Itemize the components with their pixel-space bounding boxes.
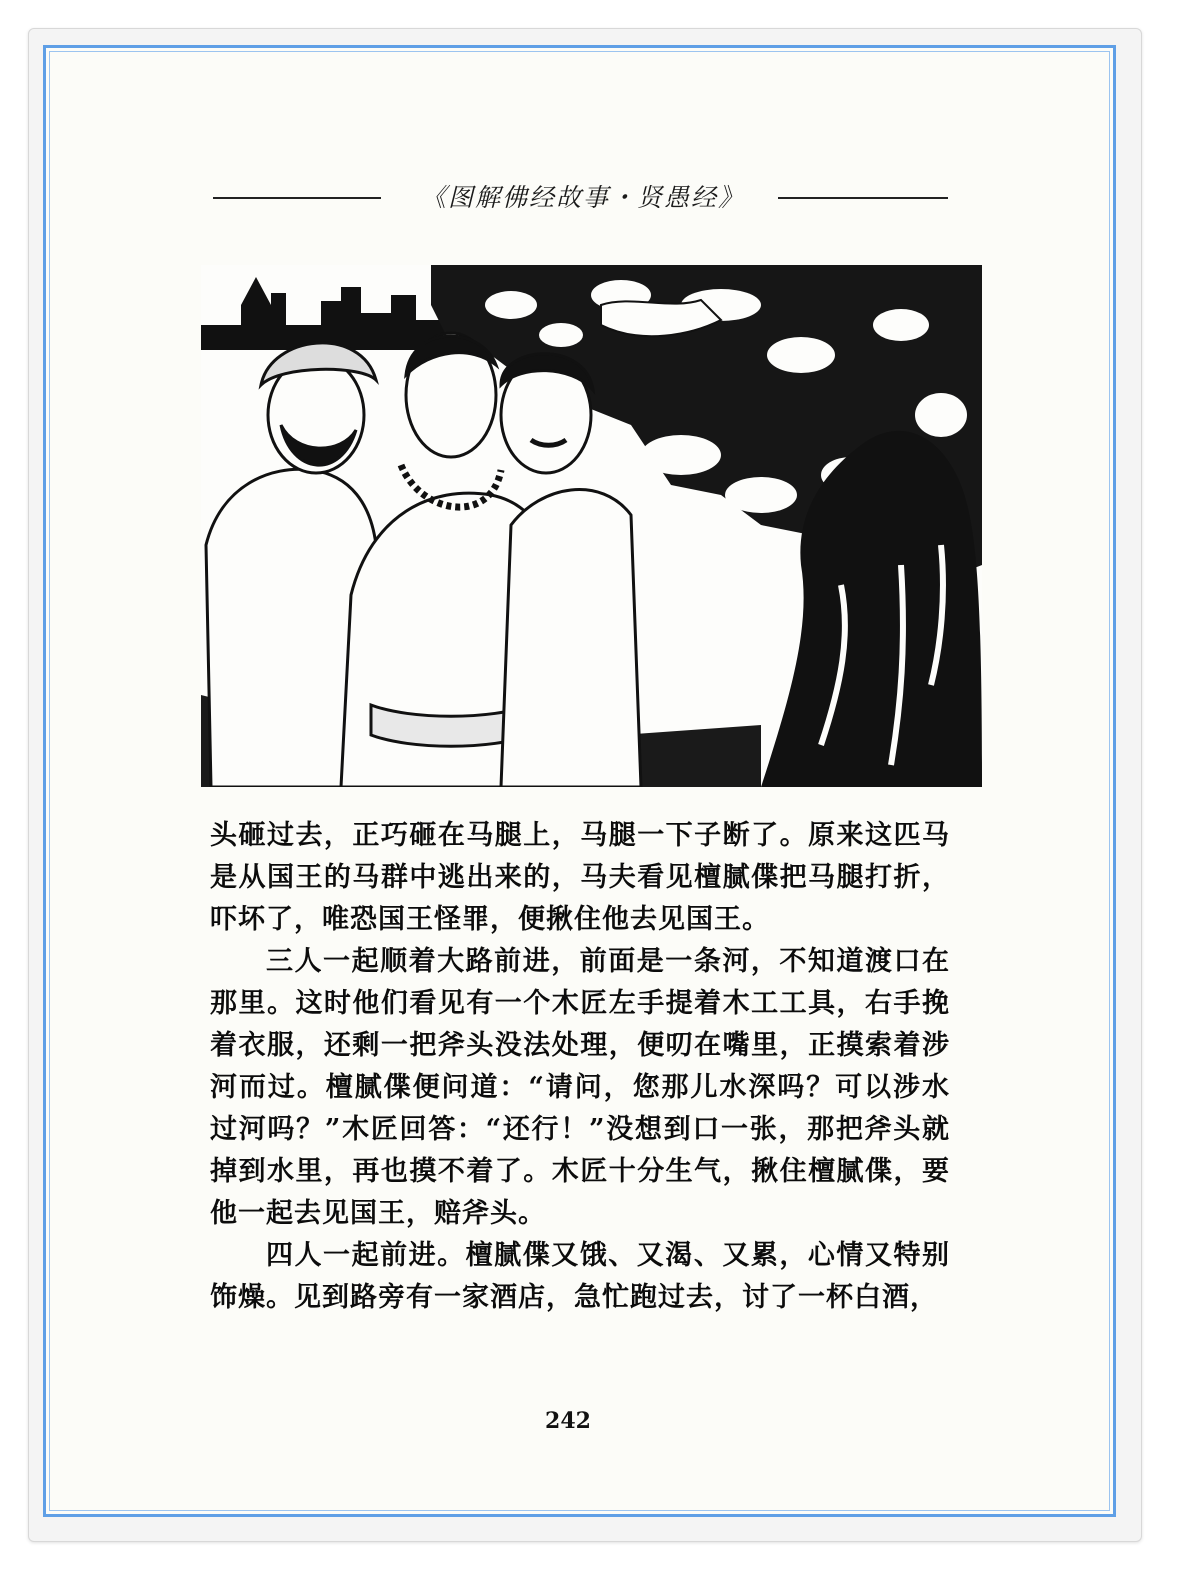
story-text bbox=[210, 815, 950, 1319]
story-illustration bbox=[201, 265, 982, 787]
running-header bbox=[213, 178, 948, 214]
paragraph-2: 三人一起顺着大路前进，前面是一条河，不知道渡口在那里。这时他们看见有一个木匠左手提着木工工具，右手挽着衣服，还剩一把斧头没法处理，便叨在嘴里，正摸索着涉河而过。檀腻偞便问道：“请问，您那儿水深吗？可以涉水过河吗？”木匠回答：“还行！”没想到口一张，那把斧头就掉到水里，再也摸不着了。木匠十分生气，揪住檀腻偞，要他一起去见国王，赔斧头。 bbox=[210, 946, 950, 1229]
skyline-silhouette bbox=[201, 277, 451, 350]
paragraph-1: 头砸过去，正巧砸在马腿上，马腿一下子断了。原来这匹马是从国王的马群中逃出来的，马夫看见檀腻偞把马腿打折，吓坏了，唯恐国王怪罪，便揪住他去见国王。 bbox=[210, 820, 950, 935]
header-rule-right bbox=[778, 197, 948, 199]
book-title: 《图解佛经故事・贤愚经》 bbox=[420, 183, 745, 212]
paragraph-3: 四人一起前进。檀腻偞又饿、又渴、又累，心情又特别饰燥。见到路旁有一家酒店，急忙跑过去，讨了一杯白酒， bbox=[210, 1240, 950, 1313]
page-number: 242 bbox=[545, 1408, 591, 1434]
header-rule-left bbox=[213, 197, 381, 199]
